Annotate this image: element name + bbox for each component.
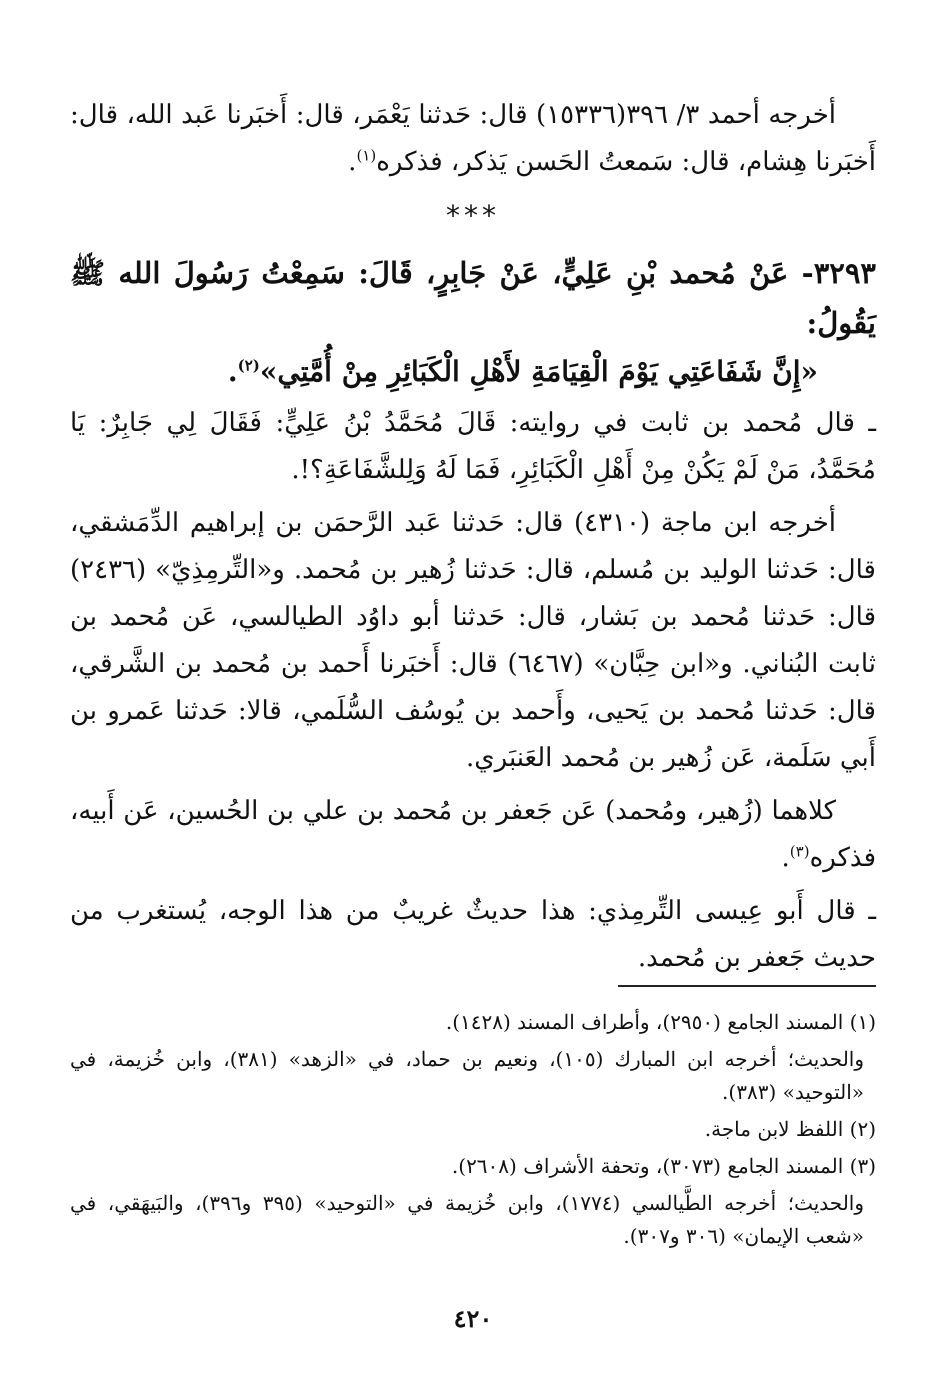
footnote-ref-2[interactable]: (٢): [237, 356, 260, 375]
footnote-3: (٣) المسند الجامع (٣٠٧٣)، وتحفة الأشراف (٢٦٠٨).: [451, 1154, 876, 1178]
footnote-divider: [618, 985, 876, 987]
page-number: ٤٢٠: [453, 1304, 493, 1333]
paragraph-takhrij-ahmad: أخرجه أحمد ٣/ ٣٩٦(١٥٣٣٦) قال: حَدثنا يَعْمَر، قال: أَخبَرنا عَبد الله، قال: أَخبَرنا هِشام، قال: سَمعتُ الحَسن يَذكر، فذكره$^{(١)}$.: [70, 100, 876, 177]
hadith-text: «إِنَّ شَفَاعَتِي يَوْمَ الْقِيَامَةِ لأَهْلِ الْكَبَائِرِ مِنْ أُمَّتِي»$^{(٢)}$.: [227, 355, 818, 388]
paragraph-text: كلاهما (زُهير، ومُحمد) عَن جَعفر بن مُحمد بن علي بن الحُسين، عَن أَبيه، فذكره: [70, 796, 876, 873]
section-separator: ***: [446, 199, 500, 232]
footnote-ref-3[interactable]: (٣): [789, 842, 810, 861]
hadith-matn: «إِنَّ شَفَاعَتِي يَوْمَ الْقِيَامَةِ لأَهْلِ الْكَبَائِرِ مِنْ أُمَّتِي»: [259, 355, 818, 388]
footnote-3-continuation: والحديث؛ أخرجه الطَّيالسي (١٧٧٤)، وابن خُزيمة في «التوحيد» (٣٩٥ و٣٩٦)، والبَيهَقي، في «شعب الإيمان» (٣٠٦ و٣٠٧).: [70, 1191, 864, 1248]
paragraph-takhrij-ibn-majah: أخرجه ابن ماجة (٤٣١٠) قال: حَدثنا عَبد الرَّحمَن بن إبراهيم الدِّمَشقي، قال: حَدثنا الوليد بن مُسلم، قال: حَدثنا زُهير بن مُحمد. و«التِّرمِذِيّ» (٢٤٣٦) قال: حَدثنا مُحمد بن بَشار، قال: حَدثنا أبو داوُد الطيالسي، عَن مُحمد بن ثابت البُناني. و«ابن حِبَّان» (٦٤٦٧) قال: أَخبَرنا أَحمد بن مُحمد بن الشَّرقي، قال: حَدثنا مُحمد بن يَحيى، وأَحمد بن يُوسُف السُّلَمي، قالا: حَدثنا عَمرو بن أَبي سَلَمة، عَن زُهير بن مُحمد العَنبَري.: [70, 508, 876, 773]
footnote-2: (٢) اللفظ لابن ماجة.: [704, 1117, 876, 1141]
hadith-heading: ٣٢٩٣- عَنْ مُحمد بْنِ عَلِيٍّ، عَنْ جَابِرٍ، قَالَ: سَمِعْتُ رَسُولَ الله ﷺ يَقُولُ:: [70, 256, 876, 340]
footnote-1: (١) المسند الجامع (٢٩٥٠)، وأطراف المسند (١٤٢٨).: [445, 1010, 876, 1034]
footnote-ref-1[interactable]: (١): [356, 146, 377, 165]
paragraph-text: أخرجه أحمد ٣/ ٣٩٦(١٥٣٣٦) قال: حَدثنا يَعْمَر، قال: أَخبَرنا عَبد الله، قال: أَخبَرنا هِشام، قال: سَمعتُ الحَسن يَذكر، فذكره: [70, 100, 876, 177]
footnotes-section: [70, 1006, 876, 1257]
page-body: [70, 92, 876, 1342]
paragraph-both-chains: كلاهما (زُهير، ومُحمد) عَن جَعفر بن مُحمد بن علي بن الحُسين، عَن أَبيه، فذكره$^{(٣)}$.: [70, 796, 876, 873]
paragraph-riwaya-note: ـ قال مُحمد بن ثابت في روايته: قَالَ مُحَمَّدُ بْنُ عَلِيٍّ: فَقَالَ لِي جَابِرٌ: يَا مُحَمَّدُ، مَنْ لَمْ يَكُنْ مِنْ أَهْلِ الْكَبَائِرِ، فَمَا لَهُ وَلِلشَّفَاعَةِ؟!.: [70, 408, 876, 485]
footnote-1-continuation: والحديث؛ أخرجه ابن المبارك (١٠٥)، ونعيم بن حماد، في «الزهد» (٣٨١)، وابن خُزيمة، في «التوحيد» (٣٨٣).: [70, 1047, 865, 1104]
paragraph-tirmidhi-grading: ـ قال أَبو عِيسى التِّرمِذي: هذا حديثٌ غريبٌ من هذا الوجه، يُستغرب من حديث جَعفر بن مُحمد.: [70, 896, 876, 973]
